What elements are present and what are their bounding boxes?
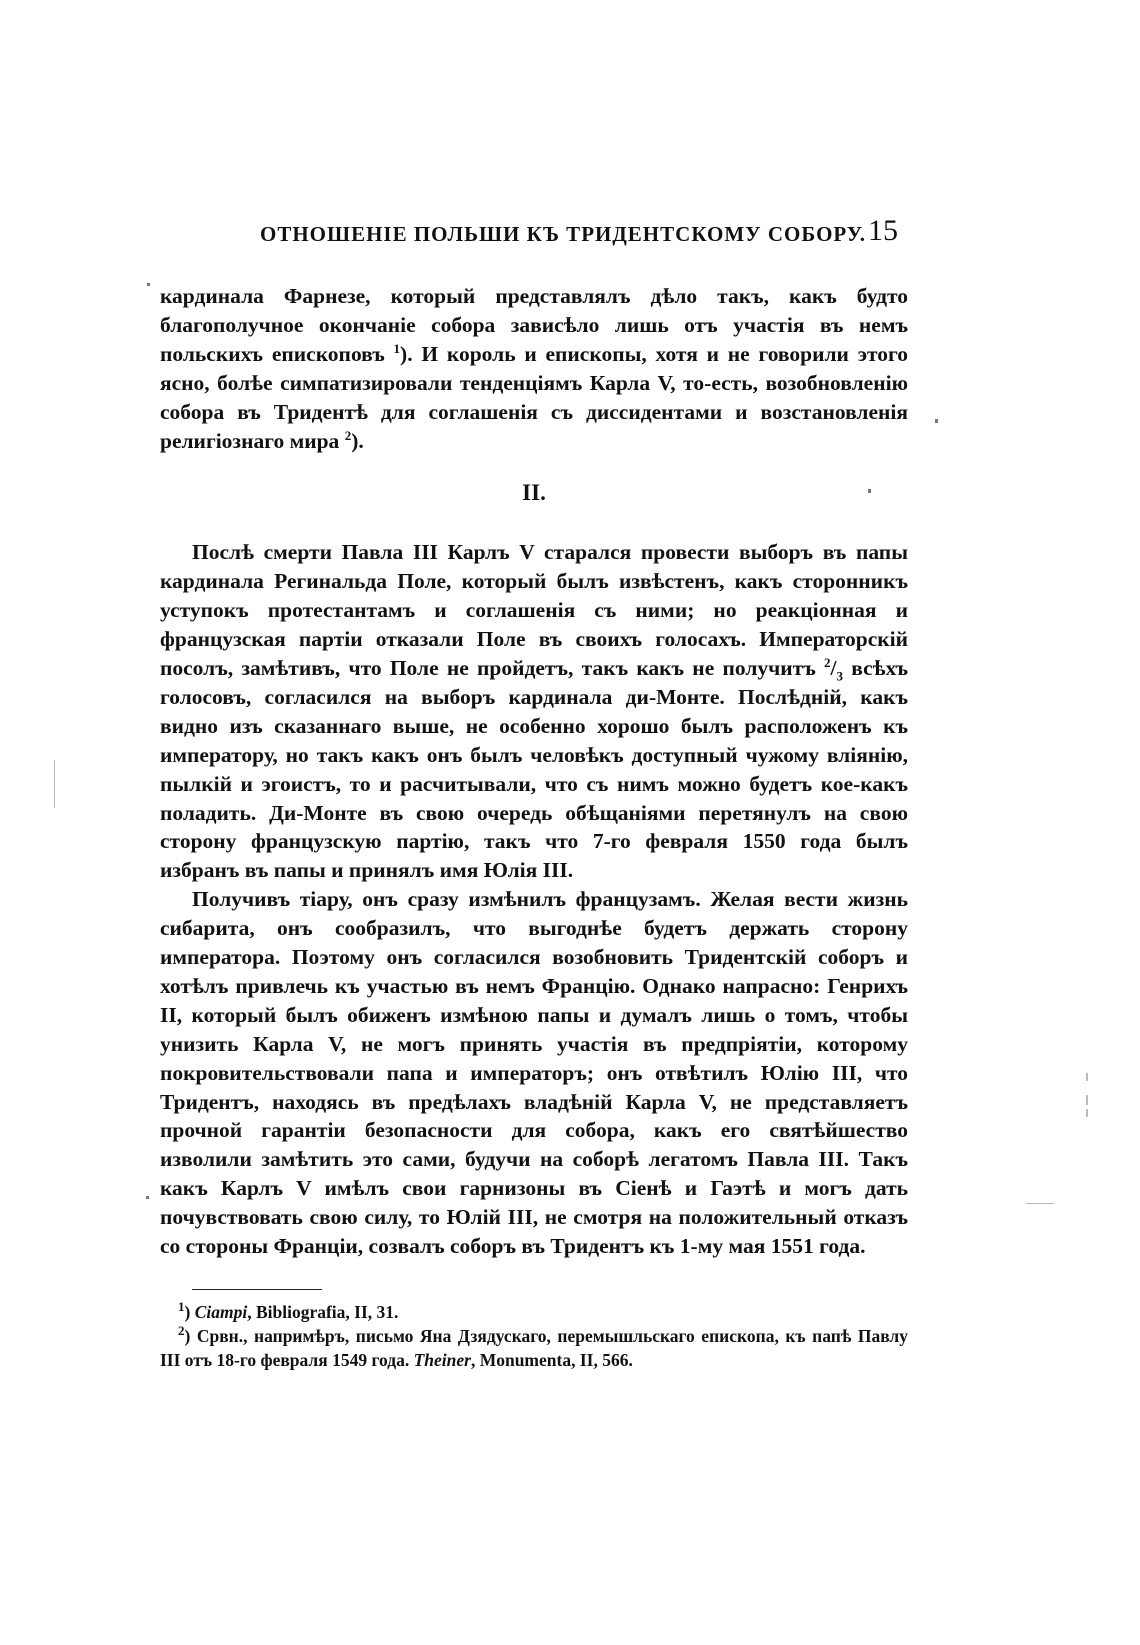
footnote-divider [192, 1289, 322, 1290]
scan-speck [146, 1196, 149, 1199]
fraction-denominator: 3 [836, 668, 843, 684]
scan-speck [147, 283, 150, 286]
scan-speck [1086, 1109, 1088, 1117]
footnote-2-text-b: , Monumenta, II, 566. [470, 1350, 633, 1370]
book-page [160, 214, 908, 1372]
paragraph-2 [160, 538, 908, 885]
footnote-ref-2: 2 [344, 427, 352, 443]
scan-speck [1086, 1073, 1088, 1081]
paragraph-1-text-a: кардинала Фарнезе, который представлялъ дѣло такъ, какъ будто благополучное окончаніе собора зависѣло лишь отъ участія въ немъ польскихъ епископовъ [160, 284, 908, 366]
scan-speck [935, 419, 938, 423]
footnote-2-mark: 2 [178, 1323, 185, 1339]
running-title: ОТНОШЕНІЕ ПОЛЬШИ КЪ ТРИДЕНТСКОМУ СОБОРУ. [260, 222, 866, 246]
scan-speck [868, 489, 871, 493]
paragraph-2-text-a: Послѣ смерти Павла III Карлъ V старался провести выборъ въ папы кардинала Регинальда Поле, который былъ извѣстенъ, какъ сторонникъ уступокъ протестантамъ и соглашенія съ ними; но реакціонная и французская партіи отказали Поле въ своихъ голосахъ. Императорскій посолъ, замѣтивъ, что Поле не пройдетъ, такъ какъ не получитъ [160, 540, 908, 680]
page-number: 15 [868, 214, 898, 247]
running-head [160, 214, 908, 254]
footnote-1-mark: 1 [178, 1299, 185, 1315]
footnote-ref-1: 1 [393, 340, 401, 356]
paragraph-1-text-b: ). И король и епископы, хотя и не говорили этого ясно, болѣе симпатизировали тенденціямъ Карла V, то-есть, возобновленію собора въ Тридентѣ для соглашенія съ диссидентами и возстановленія религіознаго мира [160, 341, 908, 453]
fraction-slash: / [830, 655, 837, 680]
footnote-1: $^1$) Ciampi, Bibliografia, II, 31. [178, 1299, 399, 1322]
footnote-2-author: Theiner [413, 1350, 471, 1370]
paragraph-1-text-c: ). [351, 428, 364, 453]
footnote-1-author: Ciampi [194, 1302, 248, 1322]
paragraph-3: Получивъ тіару, онъ сразу измѣнилъ французамъ. Желая вести жизнь сибарита, онъ сообразилъ, что выгоднѣе будетъ держать сторону императора. Поэтому онъ согласился возобновить Тридентскій соборъ и хотѣлъ привлечь къ участью въ немъ Францію. Однако напрасно: Генрихъ II, который былъ обиженъ измѣною папы и думалъ лишь о томъ, чтобы унизить Карла V, не могъ принять участія въ предпріятіи, которому покровительствовали папа и императоръ; онъ отвѣтилъ Юлію III, что Тридентъ, находясь въ предѣлахъ владѣній Карла V, не представляетъ прочной гарантіи безопасности для собора, какъ его святѣйшество изволили замѣтить это сами, будучи на соборѣ легатомъ Павла III. Такъ какъ Карлъ V имѣлъ свои гарнизоны въ Сіенѣ и Гаэтѣ и могъ дать почувствовать свою силу, то Юлій III, не смотря на положительный отказъ со стороны Франціи, созвалъ соборъ въ Тридентъ къ 1-му мая 1551 года. [160, 887, 908, 1259]
paragraph-1 [160, 282, 908, 455]
paragraph-2-text-b: всѣхъ голосовъ, согласился на выборъ кардинала ди-Монте. Послѣдній, какъ видно изъ сказаннаго выше, не особенно хорошо былъ расположенъ къ императору, но такъ какъ онъ былъ человѣкъ доступный чужому вліянію, пылкій и эгоистъ, то и расчитывали, что съ нимъ можно будетъ кое-какъ поладить. Ди-Монте въ свою очередь обѣщаніями перетянулъ на свою сторону французскую партію, такъ что 7-го февраля 1550 года былъ избранъ въ папы и принялъ имя Юлія III. [160, 655, 908, 883]
footnote-2-text-a: Срвн., напримѣръ, письмо Яна Дзядускаго, перемышльскаго епископа, къ папѣ Павлу III отъ 18-го февраля 1549 года. [160, 1326, 908, 1370]
scan-speck [54, 760, 55, 808]
section-heading: II. [522, 480, 546, 506]
fraction-numerator: 2 [823, 654, 831, 670]
body-text [160, 282, 908, 1261]
footnotes [160, 1300, 908, 1372]
footnote-2: $^2$) Срвн., напримѣръ, письмо Яна Дзядускаго, перемышльскаго епископа, къ папѣ Павлу III отъ 18-го февраля 1549 года. Theiner, Monumenta, II, 566. [160, 1323, 908, 1370]
scan-speck [1086, 1095, 1088, 1105]
footnote-1-text: , Bibliografia, II, 31. [247, 1302, 399, 1322]
scan-speck [1026, 1203, 1054, 1204]
